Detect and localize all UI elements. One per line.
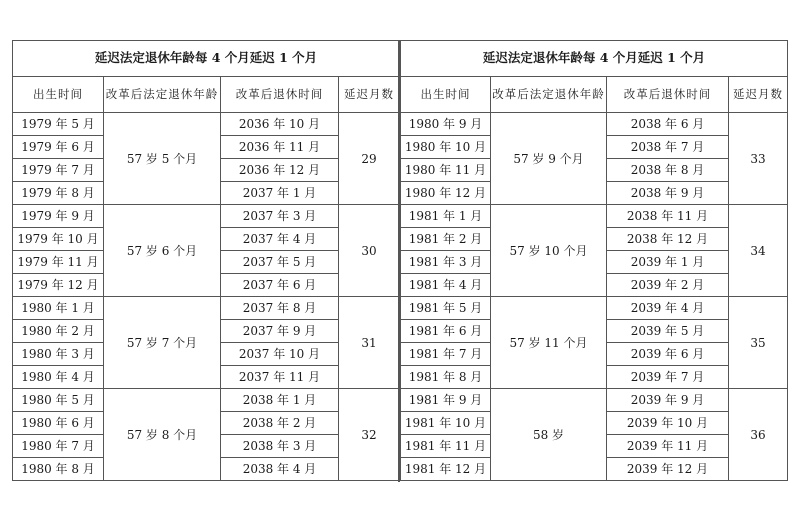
table-row bbox=[401, 389, 788, 412]
retirement-date-cell: 2039 年 7 月 bbox=[607, 366, 729, 389]
table-row bbox=[401, 113, 788, 136]
birth-date-cell: 1981 年 11 月 bbox=[401, 435, 491, 458]
table-title-row bbox=[401, 41, 788, 77]
retirement-date-cell: 2039 年 12 月 bbox=[607, 458, 729, 481]
retirement-date-cell: 2039 年 1 月 bbox=[607, 251, 729, 274]
retirement-date-cell: 2038 年 9 月 bbox=[607, 182, 729, 205]
retirement-date-cell: 2037 年 5 月 bbox=[221, 251, 339, 274]
birth-date-cell: 1979 年 10 月 bbox=[13, 228, 104, 251]
birth-date-cell: 1981 年 7 月 bbox=[401, 343, 491, 366]
birth-date-cell: 1981 年 8 月 bbox=[401, 366, 491, 389]
header-row bbox=[13, 77, 400, 113]
birth-date-cell: 1981 年 6 月 bbox=[401, 320, 491, 343]
birth-date-cell: 1980 年 3 月 bbox=[13, 343, 104, 366]
table-row bbox=[13, 297, 400, 320]
retirement-age-cell: 57 岁 9 个月 bbox=[491, 113, 607, 205]
retirement-date-cell: 2039 年 9 月 bbox=[607, 389, 729, 412]
header-retirement-age: 改革后法定退休年龄 bbox=[491, 77, 607, 113]
birth-date-cell: 1979 年 7 月 bbox=[13, 159, 104, 182]
retirement-age-cell: 57 岁 7 个月 bbox=[104, 297, 221, 389]
table-row bbox=[13, 389, 400, 412]
retirement-age-cell: 57 岁 10 个月 bbox=[491, 205, 607, 297]
retirement-date-cell: 2039 年 6 月 bbox=[607, 343, 729, 366]
retirement-table-right bbox=[400, 40, 788, 481]
retirement-date-cell: 2038 年 3 月 bbox=[221, 435, 339, 458]
retirement-date-cell: 2037 年 3 月 bbox=[221, 205, 339, 228]
retirement-date-cell: 2037 年 9 月 bbox=[221, 320, 339, 343]
retirement-date-cell: 2037 年 10 月 bbox=[221, 343, 339, 366]
delay-months-cell: 33 bbox=[729, 113, 788, 205]
table-row bbox=[13, 113, 400, 136]
retirement-date-cell: 2038 年 7 月 bbox=[607, 136, 729, 159]
table-row bbox=[401, 297, 788, 320]
retirement-date-cell: 2039 年 4 月 bbox=[607, 297, 729, 320]
birth-date-cell: 1980 年 8 月 bbox=[13, 458, 104, 481]
birth-date-cell: 1980 年 4 月 bbox=[13, 366, 104, 389]
birth-date-cell: 1980 年 10 月 bbox=[401, 136, 491, 159]
birth-date-cell: 1979 年 8 月 bbox=[13, 182, 104, 205]
retirement-date-cell: 2038 年 1 月 bbox=[221, 389, 339, 412]
table-row bbox=[401, 205, 788, 228]
retirement-date-cell: 2037 年 1 月 bbox=[221, 182, 339, 205]
retirement-date-cell: 2037 年 6 月 bbox=[221, 274, 339, 297]
retirement-date-cell: 2036 年 12 月 bbox=[221, 159, 339, 182]
delay-months-cell: 35 bbox=[729, 297, 788, 389]
table-title: 延迟法定退休年龄每 4 个月延迟 1 个月 bbox=[401, 41, 788, 77]
birth-date-cell: 1980 年 11 月 bbox=[401, 159, 491, 182]
retirement-date-cell: 2038 年 2 月 bbox=[221, 412, 339, 435]
birth-date-cell: 1981 年 1 月 bbox=[401, 205, 491, 228]
birth-date-cell: 1981 年 2 月 bbox=[401, 228, 491, 251]
retirement-date-cell: 2038 年 8 月 bbox=[607, 159, 729, 182]
birth-date-cell: 1979 年 11 月 bbox=[13, 251, 104, 274]
retirement-date-cell: 2038 年 12 月 bbox=[607, 228, 729, 251]
birth-date-cell: 1979 年 5 月 bbox=[13, 113, 104, 136]
header-row bbox=[401, 77, 788, 113]
retirement-date-cell: 2037 年 11 月 bbox=[221, 366, 339, 389]
birth-date-cell: 1980 年 2 月 bbox=[13, 320, 104, 343]
birth-date-cell: 1980 年 1 月 bbox=[13, 297, 104, 320]
birth-date-cell: 1980 年 5 月 bbox=[13, 389, 104, 412]
header-retirement-age: 改革后法定退休年龄 bbox=[104, 77, 221, 113]
retirement-date-cell: 2039 年 2 月 bbox=[607, 274, 729, 297]
retirement-date-cell: 2036 年 10 月 bbox=[221, 113, 339, 136]
header-birth-date: 出生时间 bbox=[13, 77, 104, 113]
birth-date-cell: 1979 年 6 月 bbox=[13, 136, 104, 159]
retirement-date-cell: 2038 年 4 月 bbox=[221, 458, 339, 481]
retirement-age-cell: 58 岁 bbox=[491, 389, 607, 481]
retirement-date-cell: 2037 年 4 月 bbox=[221, 228, 339, 251]
birth-date-cell: 1981 年 5 月 bbox=[401, 297, 491, 320]
birth-date-cell: 1979 年 9 月 bbox=[13, 205, 104, 228]
birth-date-cell: 1980 年 12 月 bbox=[401, 182, 491, 205]
delay-months-cell: 32 bbox=[339, 389, 400, 481]
retirement-date-cell: 2039 年 5 月 bbox=[607, 320, 729, 343]
header-retirement-date: 改革后退休时间 bbox=[607, 77, 729, 113]
retirement-age-cell: 57 岁 8 个月 bbox=[104, 389, 221, 481]
header-retirement-date: 改革后退休时间 bbox=[221, 77, 339, 113]
birth-date-cell: 1981 年 10 月 bbox=[401, 412, 491, 435]
table-title: 延迟法定退休年龄每 4 个月延迟 1 个月 bbox=[13, 41, 400, 77]
retirement-date-cell: 2039 年 10 月 bbox=[607, 412, 729, 435]
header-delay-months: 延迟月数 bbox=[729, 77, 788, 113]
header-delay-months: 延迟月数 bbox=[339, 77, 400, 113]
retirement-date-cell: 2036 年 11 月 bbox=[221, 136, 339, 159]
retirement-date-cell: 2037 年 8 月 bbox=[221, 297, 339, 320]
birth-date-cell: 1979 年 12 月 bbox=[13, 274, 104, 297]
retirement-age-cell: 57 岁 6 个月 bbox=[104, 205, 221, 297]
birth-date-cell: 1980 年 6 月 bbox=[13, 412, 104, 435]
retirement-date-cell: 2038 年 11 月 bbox=[607, 205, 729, 228]
delay-months-cell: 31 bbox=[339, 297, 400, 389]
retirement-age-cell: 57 岁 11 个月 bbox=[491, 297, 607, 389]
birth-date-cell: 1980 年 9 月 bbox=[401, 113, 491, 136]
table-row bbox=[13, 205, 400, 228]
birth-date-cell: 1981 年 3 月 bbox=[401, 251, 491, 274]
delay-months-cell: 34 bbox=[729, 205, 788, 297]
delay-months-cell: 30 bbox=[339, 205, 400, 297]
header-birth-date: 出生时间 bbox=[401, 77, 491, 113]
retirement-date-cell: 2038 年 6 月 bbox=[607, 113, 729, 136]
delay-months-cell: 36 bbox=[729, 389, 788, 481]
table-title-row bbox=[13, 41, 400, 77]
retirement-date-cell: 2039 年 11 月 bbox=[607, 435, 729, 458]
retirement-age-cell: 57 岁 5 个月 bbox=[104, 113, 221, 205]
birth-date-cell: 1981 年 4 月 bbox=[401, 274, 491, 297]
birth-date-cell: 1981 年 9 月 bbox=[401, 389, 491, 412]
birth-date-cell: 1980 年 7 月 bbox=[13, 435, 104, 458]
birth-date-cell: 1981 年 12 月 bbox=[401, 458, 491, 481]
delay-months-cell: 29 bbox=[339, 113, 400, 205]
retirement-table-left bbox=[12, 40, 400, 481]
